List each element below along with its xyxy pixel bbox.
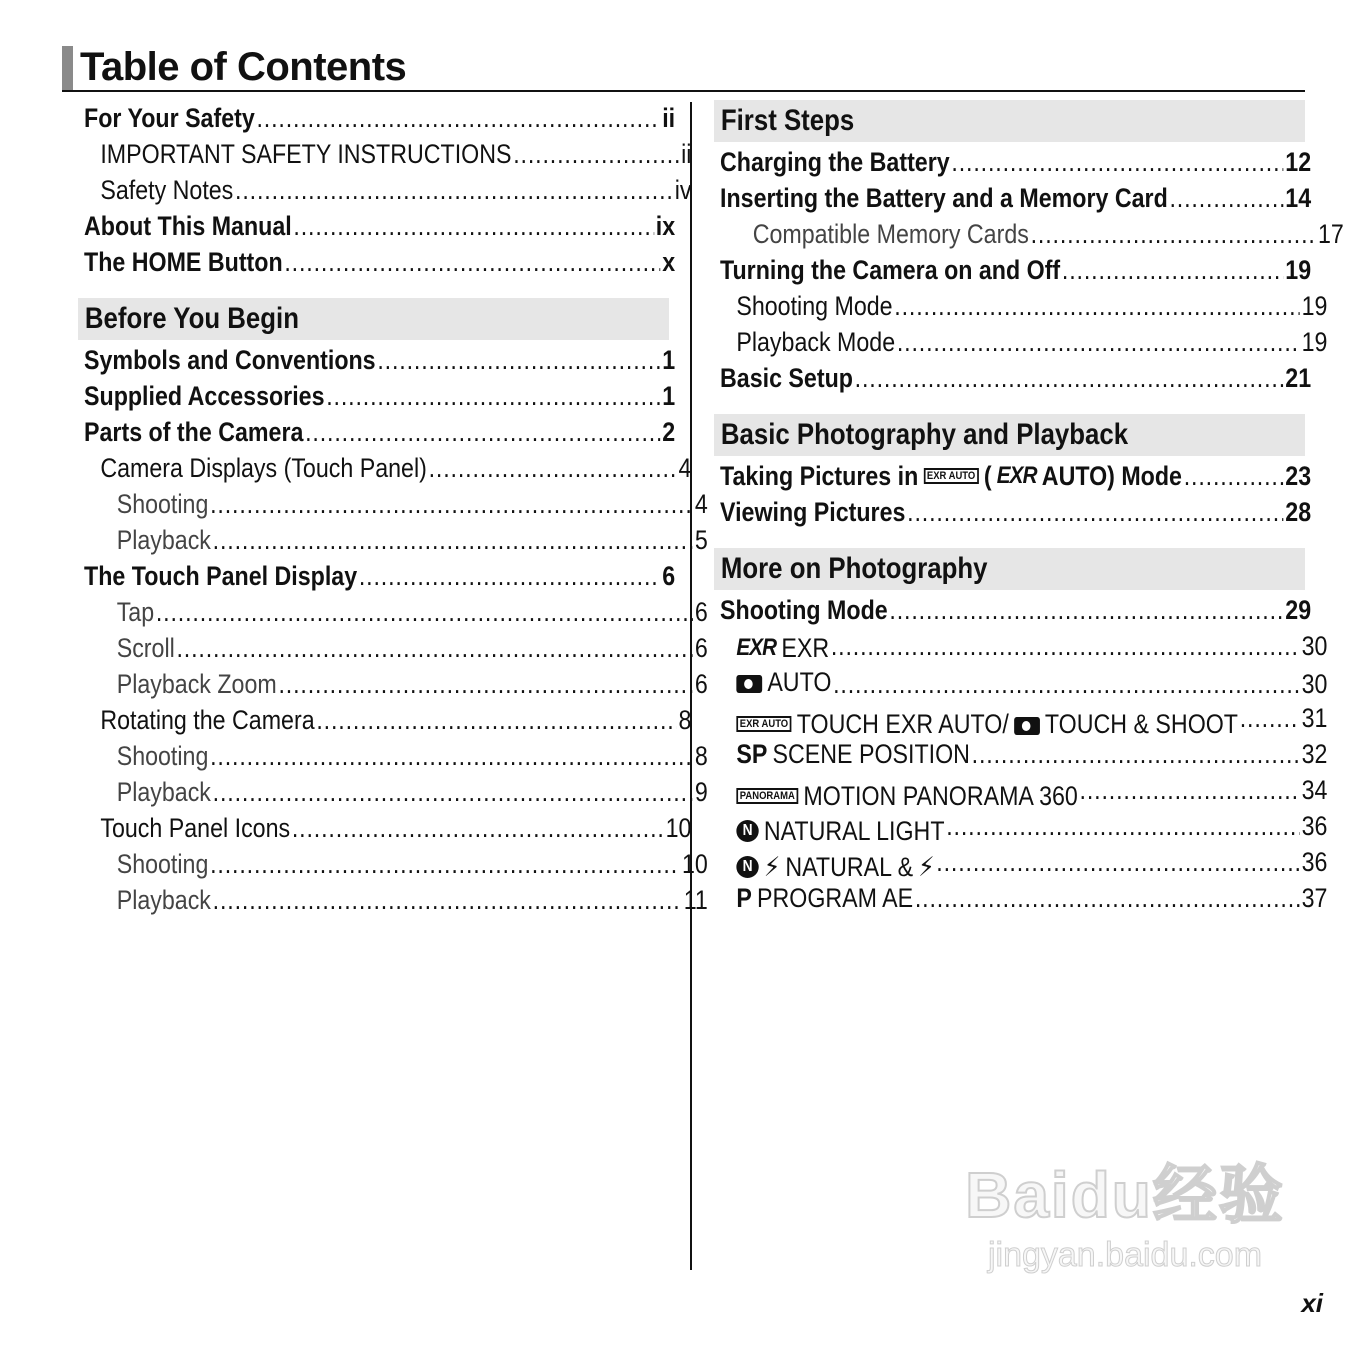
flash-icon: ⚡ — [918, 852, 935, 882]
leader-dots — [256, 100, 660, 136]
toc-entry-page: 28 — [1285, 497, 1312, 527]
toc-entry-label: IMPORTANT SAFETY INSTRUCTIONS — [100, 139, 512, 169]
toc-entry[interactable] — [78, 810, 691, 846]
toc-entry-page: ix — [655, 211, 676, 241]
toc-entry[interactable] — [78, 630, 708, 666]
toc-entry[interactable] — [78, 100, 675, 136]
toc-entry-label: Shooting — [116, 489, 209, 519]
toc-entry[interactable] — [78, 846, 708, 882]
toc-entry[interactable] — [78, 738, 708, 774]
leader-dots — [915, 880, 1300, 916]
toc-entry[interactable] — [78, 882, 708, 918]
toc-entry-label: Viewing Pictures — [720, 497, 906, 527]
toc-entry-text: TOUCH EXR AUTO/ — [796, 709, 1009, 739]
leader-dots — [907, 494, 1283, 530]
leader-dots — [284, 244, 660, 280]
toc-entry-label: For Your Safety — [84, 103, 255, 133]
leader-dots — [326, 378, 660, 414]
touch-shoot-icon — [1014, 713, 1040, 735]
toc-entry[interactable] — [78, 172, 691, 208]
toc-entry-page: 11 — [683, 885, 708, 915]
toc-entry-page: 2 — [662, 417, 676, 447]
toc-entry-page: 14 — [1285, 183, 1312, 213]
leader-dots — [293, 208, 654, 244]
toc-entry[interactable] — [78, 522, 708, 558]
toc-entry-page: iv — [674, 175, 692, 205]
toc-entry-text: TOUCH & SHOOT — [1044, 709, 1239, 739]
toc-entry-text: MOTION PANORAMA 360 — [803, 781, 1078, 811]
leader-dots — [1031, 216, 1317, 252]
leader-dots — [210, 486, 693, 522]
program-ae-icon: P — [736, 883, 752, 913]
toc-entry[interactable] — [714, 664, 1327, 700]
toc-entry-label: Rotating the Camera — [100, 705, 315, 735]
toc-entry[interactable] — [714, 458, 1311, 494]
toc-entry-label: Basic Setup — [720, 363, 853, 393]
natural-light-icon: N — [736, 820, 758, 842]
toc-entry-page: 4 — [678, 453, 692, 483]
toc-entry[interactable] — [714, 628, 1327, 664]
leader-dots — [1240, 700, 1300, 736]
toc-entry-label: Touch Panel Icons — [100, 813, 291, 843]
toc-entry-page: 8 — [694, 741, 708, 771]
toc-entry[interactable] — [78, 414, 675, 450]
toc-entry-label: Compatible Memory Cards — [752, 219, 1029, 249]
toc-entry-label: Playback — [116, 777, 211, 807]
leader-dots — [156, 594, 693, 630]
toc-entry-label: About This Manual — [84, 211, 292, 241]
toc-entry-text: EXR — [781, 633, 830, 663]
natural-light-icon: N — [736, 856, 758, 878]
leader-dots — [210, 738, 693, 774]
toc-entry[interactable] — [714, 772, 1328, 811]
toc-entry-page: ii — [662, 103, 676, 133]
toc-entry-label: Symbols and Conventions — [84, 345, 376, 375]
toc-entry-label: Playback — [116, 525, 211, 555]
leader-dots — [833, 666, 1300, 702]
page-number: xi — [1301, 1288, 1323, 1318]
toc-entry[interactable] — [78, 702, 691, 738]
toc-entry[interactable] — [78, 208, 675, 244]
toc-entry-label: The HOME Button — [84, 247, 283, 277]
sp-icon: SP — [736, 739, 768, 769]
section-header-before-you-begin — [78, 298, 669, 340]
toc-entry-text: AUTO — [767, 667, 832, 697]
toc-entry-page: 30 — [1301, 669, 1328, 699]
toc-entry[interactable] — [78, 594, 708, 630]
toc-entry[interactable] — [714, 144, 1311, 180]
toc-entry-page: 6 — [662, 561, 676, 591]
touch-exr-auto-icon: EXR AUTO — [736, 716, 791, 732]
leader-dots — [210, 846, 680, 882]
exr-icon: EXR — [736, 634, 777, 661]
toc-entry[interactable] — [714, 808, 1327, 844]
section-header-more-on-photography — [714, 548, 1305, 590]
toc-entry[interactable] — [714, 360, 1311, 396]
leader-dots — [429, 450, 677, 486]
title-accent-bar — [62, 46, 73, 90]
toc-entry-page: ii — [681, 139, 692, 169]
toc-entry-label: Playback Zoom — [116, 669, 277, 699]
toc-entry-text: NATURAL LIGHT — [763, 816, 945, 846]
toc-entry-page: 6 — [694, 669, 708, 699]
exr-auto-icon: EXR AUTO — [923, 468, 978, 484]
section-title: More on Photography — [720, 552, 988, 585]
toc-entry-page: 30 — [1301, 631, 1328, 661]
toc-entry-page: 36 — [1301, 847, 1328, 877]
leader-dots — [936, 844, 1300, 880]
toc-entry-page: 32 — [1301, 739, 1328, 769]
leader-dots — [889, 592, 1283, 628]
toc-entry-text: SCENE POSITION — [772, 739, 970, 769]
toc-entry-label: Shooting Mode — [720, 595, 888, 625]
toc-entry-page: 1 — [662, 345, 676, 375]
toc-entry-label: Shooting — [116, 741, 209, 771]
leader-dots — [1080, 772, 1300, 808]
toc-entry-label: The Touch Panel Display — [84, 561, 358, 591]
section-header-first-steps — [714, 100, 1305, 142]
leader-dots — [855, 360, 1284, 396]
toc-entry[interactable] — [714, 216, 1344, 252]
leader-dots — [1169, 180, 1283, 216]
leader-dots — [1062, 252, 1284, 288]
camera-icon — [736, 671, 762, 693]
leader-dots — [897, 324, 1300, 360]
toc-entry-label — [736, 664, 831, 700]
toc-entry[interactable] — [78, 774, 708, 810]
toc-entry-label — [736, 880, 913, 916]
toc-entry[interactable] — [714, 736, 1327, 772]
toc-entry-label: Tap — [116, 597, 155, 627]
toc-entry-page: 1 — [662, 381, 676, 411]
toc-entry-label: Shooting Mode — [736, 291, 893, 321]
leader-dots — [377, 342, 660, 378]
toc-entry-page: 17 — [1317, 219, 1344, 249]
toc-entry-page: 9 — [694, 777, 708, 807]
toc-entry-label: Scroll — [116, 633, 175, 663]
toc-entry[interactable] — [78, 666, 708, 702]
toc-entry-page: 8 — [678, 705, 692, 735]
toc-entry[interactable] — [78, 558, 675, 594]
left-column — [78, 100, 708, 918]
leader-dots — [316, 702, 676, 738]
toc-entry-label: Turning the Camera on and Off — [720, 255, 1061, 285]
toc-entry-page: 19 — [1301, 291, 1328, 321]
toc-entry-page: 4 — [694, 489, 708, 519]
toc-entry[interactable] — [78, 378, 675, 414]
leader-dots — [831, 628, 1300, 664]
toc-entry[interactable] — [78, 450, 691, 486]
leader-dots — [946, 808, 1300, 844]
toc-entry-label: Inserting the Battery and a Memory Card — [720, 183, 1168, 213]
baidu-watermark — [965, 1155, 1285, 1305]
toc-entry[interactable] — [714, 324, 1327, 360]
toc-entry-page: 29 — [1285, 595, 1312, 625]
toc-entry-page: 37 — [1301, 883, 1328, 913]
toc-entry-page: 5 — [694, 525, 708, 555]
leader-dots — [359, 558, 661, 594]
panorama-icon: PANORAMA — [736, 788, 798, 804]
page-header — [62, 44, 1305, 92]
section-title: First Steps — [720, 104, 855, 137]
leader-dots — [513, 136, 679, 172]
leader-dots — [176, 630, 693, 666]
toc-entry-text: PROGRAM AE — [757, 883, 914, 913]
toc-entry[interactable] — [714, 880, 1327, 916]
toc-entry[interactable] — [78, 136, 691, 172]
toc-entry-page: 23 — [1285, 461, 1312, 491]
toc-entry-page: 12 — [1285, 147, 1312, 177]
leader-dots — [278, 666, 693, 702]
leader-dots — [235, 172, 673, 208]
leader-dots — [894, 288, 1300, 324]
toc-entry-text: AUTO) Mode — [1041, 461, 1182, 491]
leader-dots — [951, 144, 1283, 180]
leader-dots — [1184, 458, 1284, 494]
toc-entry-page: 6 — [694, 633, 708, 663]
toc-entry-label: Playback Mode — [736, 327, 896, 357]
toc-entry-page: 6 — [694, 597, 708, 627]
toc-entry[interactable] — [714, 700, 1328, 739]
toc-entry-page: 10 — [681, 849, 708, 879]
toc-entry-label: Charging the Battery — [720, 147, 950, 177]
toc-entry[interactable] — [714, 494, 1311, 530]
toc-entry-label: Parts of the Camera — [84, 417, 304, 447]
leader-dots — [213, 522, 694, 558]
toc-entry-label — [720, 458, 1182, 494]
leader-dots — [305, 414, 660, 450]
page-title: Table of Contents — [80, 45, 407, 89]
toc-entry-label — [736, 630, 829, 666]
leader-dots — [292, 810, 664, 846]
watermark-sub: jingyan.baidu.com — [987, 1236, 1263, 1274]
toc-entry-label: Playback — [116, 885, 211, 915]
right-column — [714, 100, 1344, 916]
toc-entry-page: 36 — [1301, 811, 1328, 841]
toc-entry[interactable] — [714, 180, 1311, 216]
toc-entry-page: 10 — [665, 813, 692, 843]
toc-entry[interactable] — [714, 288, 1327, 324]
leader-dots — [972, 736, 1300, 772]
section-header-basic-photography — [714, 414, 1305, 456]
flash-icon: ⚡ — [763, 852, 781, 882]
toc-entry-page: 21 — [1285, 363, 1312, 393]
toc-entry-page: 31 — [1301, 703, 1328, 733]
toc-entry-text: ( — [983, 461, 992, 491]
leader-dots — [213, 882, 682, 918]
toc-entry-page: x — [662, 247, 676, 277]
toc-entry-page: 19 — [1301, 327, 1328, 357]
toc-entry-label: Camera Displays (Touch Panel) — [100, 453, 427, 483]
section-title: Before You Begin — [84, 302, 299, 335]
toc-entry[interactable] — [714, 252, 1311, 288]
leader-dots — [213, 774, 694, 810]
toc-entry-text: Taking Pictures in — [720, 461, 919, 491]
watermark-main: Baidu经验 — [965, 1159, 1285, 1231]
toc-entry[interactable] — [78, 244, 675, 280]
toc-entry[interactable] — [714, 844, 1327, 880]
toc-entry-label: Shooting — [116, 849, 209, 879]
toc-entry[interactable] — [78, 342, 675, 378]
toc-entry-page: 19 — [1285, 255, 1312, 285]
exr-icon: EXR — [996, 462, 1037, 489]
toc-entry-label: Safety Notes — [100, 175, 234, 205]
toc-entry[interactable] — [714, 592, 1311, 628]
toc-entry[interactable] — [78, 486, 708, 522]
toc-entry-page: 34 — [1301, 775, 1328, 805]
toc-entry-label — [736, 736, 970, 772]
toc-entry-label: Supplied Accessories — [84, 381, 325, 411]
section-title: Basic Photography and Playback — [720, 418, 1129, 451]
toc-entry-text: NATURAL & — [785, 852, 914, 882]
